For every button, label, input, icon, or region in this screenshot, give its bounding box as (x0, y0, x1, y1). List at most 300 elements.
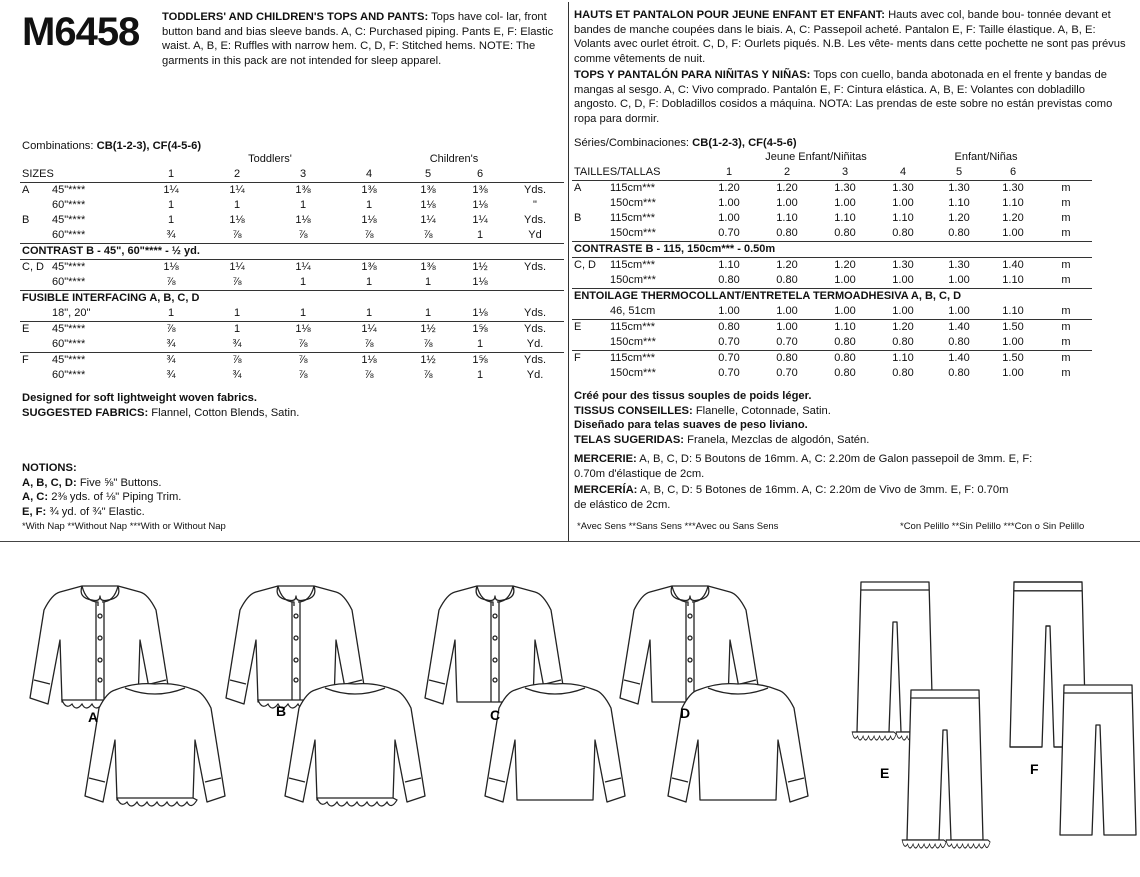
spacer (506, 167, 564, 183)
size-number: 6 (1009, 166, 1017, 178)
amount-cell: 0.80 (892, 336, 914, 348)
amount-cell: 1⅜ (454, 183, 506, 199)
amount-cell: 1 (476, 369, 484, 381)
spacer (50, 152, 138, 167)
size-number: 2 (783, 166, 791, 178)
section-row (572, 242, 1092, 258)
es-desc-line: prendas de este sobre no están previstas como ropa para dormir. (574, 98, 1113, 125)
technical-drawings (0, 560, 1140, 877)
view-label-b: B (276, 703, 287, 719)
table-row (20, 183, 564, 199)
amount-cell: 1.10 (1002, 274, 1024, 286)
amount-cell: 1⅛ (472, 276, 488, 288)
size-number: 4 (365, 168, 373, 180)
suggested-value: Flannel, Cotton Blends, Satin. (151, 406, 300, 419)
size-number: 3 (841, 166, 849, 178)
amount-cell: ⅞ (423, 338, 433, 350)
amount-cell: 1 (424, 276, 432, 288)
view-c-back (485, 684, 625, 802)
size-number: 5 (424, 168, 432, 180)
es-desc-line: frente y bandas de mangas al sesgo. A, C: Vivo comprado. Pantalón E, F: Cintura elástica. (574, 69, 1107, 96)
amount-cell: 1.00 (1002, 227, 1024, 239)
suggested-value-fr: Flanelle, Cotonnade, Satin. (695, 404, 831, 417)
table-row (572, 258, 1092, 274)
fr-desc-line: Hauts avec col, bande bou- (888, 9, 1025, 21)
view-b-back (285, 684, 425, 806)
amount-cell: 1⅛ (336, 353, 402, 369)
yardage-table-metric (572, 150, 1092, 381)
section-label: ENTOILAGE THERMOCOLLANT/ENTRETELA TERMOADHESIVA A, B, C, D (572, 289, 1092, 305)
amount-cell: 0.80 (948, 336, 970, 348)
amount-cell: ⅞ (364, 338, 374, 350)
amount-cell: 1¼ (270, 260, 336, 276)
fabric-width: 115cm*** (610, 212, 656, 224)
amount-cell: ⅞ (298, 338, 308, 350)
amount-cell: 0.80 (892, 227, 914, 239)
unit-cell: Yd. (526, 338, 544, 350)
amount-cell: 1.50 (986, 351, 1040, 367)
amount-cell: 1⅛ (420, 199, 436, 211)
amount-cell: 1⅜ (336, 260, 402, 276)
pattern-number: M6458 (22, 10, 140, 54)
fabric-width: 115cm*** (608, 351, 700, 367)
view-a-back (85, 684, 225, 806)
combinations-value: CB(1-2-3), CF(4-5-6) (96, 140, 202, 152)
amount-cell: 1 (476, 338, 484, 350)
amount-cell: ⅞ (298, 369, 308, 381)
size-group-children: Children's (429, 153, 479, 165)
amount-cell: 1.00 (892, 274, 914, 286)
amount-cell: 1.10 (892, 212, 914, 224)
fabric-width: 45"**** (52, 214, 86, 226)
amount-cell: 1.30 (932, 258, 986, 274)
size-number: 2 (233, 168, 241, 180)
table-row (572, 351, 1092, 367)
en-desc-line: lar, front button band and bias sleeve bands. A, C: Purchased piping. (162, 11, 547, 38)
notions-text-es-2: de elástico de 2cm. (574, 498, 671, 511)
notion-text: ¾ yd. of ¾" Elastic. (49, 505, 145, 518)
amount-cell: ⅞ (364, 369, 374, 381)
spacer (1040, 165, 1092, 181)
amount-cell: 1⅜ (270, 183, 336, 199)
table-row (20, 322, 564, 338)
amount-cell: 1.20 (816, 258, 874, 274)
unit-cell: m (1061, 227, 1071, 239)
en-desc-line: Pants E, F: Elastic waist. A, B, E: Ruffles with narrow hem. C, D, F: (162, 25, 554, 52)
fabric-width: 150cm*** (610, 227, 656, 239)
fabric-width: 60"**** (52, 199, 86, 211)
notions-text-fr: A, B, C, D: 5 Boutons de 16mm. A, C: 2.20m de Galon passepoil de 3mm. E, F: (639, 453, 1033, 465)
size-number-row (572, 165, 1092, 181)
amount-cell: 1.00 (834, 305, 856, 317)
section-divider (0, 541, 1140, 542)
view-e-pants-2 (902, 690, 990, 848)
amount-cell: 1⅛ (472, 307, 488, 319)
amount-cell: 1 (167, 199, 175, 211)
view-label-a: A (88, 709, 99, 725)
en-fabrics (22, 391, 299, 420)
unit-cell: m (1040, 258, 1092, 274)
view-label (20, 368, 50, 383)
view-label (572, 226, 608, 242)
amount-cell: 1¼ (138, 183, 204, 199)
sizes-label: TAILLES/TALLAS (574, 166, 661, 178)
amount-cell: 1⅛ (472, 199, 488, 211)
view-label: C, D (20, 260, 50, 276)
table-row (20, 275, 564, 291)
suggested-value-es: Franela, Mezclas de algodón, Satén. (687, 433, 870, 446)
amount-cell: 1 (299, 307, 307, 319)
suggested-label: SUGGESTED FABRICS: (22, 406, 149, 419)
amount-cell: ⅞ (423, 229, 433, 241)
section-row (572, 289, 1092, 305)
amount-cell: 1.20 (700, 181, 758, 197)
fr-heading: HAUTS ET PANTALON POUR JEUNE ENFANT ET ENFANT: (574, 9, 885, 21)
amount-cell: ¾ (138, 353, 204, 369)
fr-desc-line: ments dans cette pochette ne sont pas prévus comme vêtements de nuit. (574, 38, 1126, 65)
amount-cell: 0.70 (718, 227, 740, 239)
amount-cell: 1.10 (834, 212, 856, 224)
view-label-d: D (680, 705, 691, 721)
amount-cell: 1.00 (892, 305, 914, 317)
fabric-width: 45"**** (50, 260, 138, 276)
amount-cell: 1 (299, 276, 307, 288)
amount-cell: 0.80 (834, 336, 856, 348)
view-label-e: E (880, 765, 890, 781)
amount-cell: 1.00 (948, 274, 970, 286)
fabric-width: 45"**** (50, 353, 138, 369)
amount-cell: 1.40 (932, 351, 986, 367)
table-row (572, 320, 1092, 336)
column-divider (568, 2, 569, 542)
amount-cell: 1 (365, 199, 373, 211)
fabric-width: 115cm*** (608, 258, 700, 274)
view-label: C, D (572, 258, 608, 274)
amount-cell: 1.30 (932, 181, 986, 197)
suggested-label-fr: TISSUS CONSEILLES: (574, 404, 693, 417)
view-f-pants-2 (1060, 685, 1136, 835)
amount-cell: 1.10 (776, 212, 798, 224)
amount-cell: 1 (233, 307, 241, 319)
amount-cell: 1¼ (204, 183, 270, 199)
fabric-width: 45"**** (50, 183, 138, 199)
amount-cell: 1.30 (816, 181, 874, 197)
nap-note: *With Nap **Without Nap ***With or Without Nap (22, 521, 226, 532)
amount-cell: 0.80 (700, 320, 758, 336)
amount-cell: 0.80 (834, 227, 856, 239)
amount-cell: 1.00 (718, 197, 740, 209)
amount-cell: ¾ (232, 369, 242, 381)
view-label (20, 228, 50, 244)
table-row (572, 304, 1092, 320)
amount-cell: 1⅛ (138, 260, 204, 276)
spacer (572, 150, 608, 165)
amount-cell: 1.40 (986, 258, 1040, 274)
amount-cell: 1.00 (776, 197, 798, 209)
view-label-c: C (490, 707, 501, 723)
table-row (572, 335, 1092, 351)
amount-cell: 1.00 (834, 274, 856, 286)
amount-cell: 0.80 (718, 274, 740, 286)
amount-cell: 1 (167, 214, 175, 226)
size-group-children: Enfant/Niñas (954, 151, 1018, 163)
amount-cell: ⅞ (204, 353, 270, 369)
amount-cell: 1⅜ (336, 183, 402, 199)
amount-cell: 1 (204, 322, 270, 338)
size-group-toddlers: Jeune Enfant/Niñitas (765, 151, 867, 163)
unit-cell: " (533, 199, 537, 211)
amount-cell: 1⅛ (270, 322, 336, 338)
size-number: 1 (167, 168, 175, 180)
amount-cell: 0.80 (948, 367, 970, 379)
amount-cell: 1¼ (420, 214, 436, 226)
fabric-width: 115cm*** (608, 181, 700, 197)
table-row (20, 353, 564, 369)
en-desc-line: Stitched hems. NOTE: The garments in this pack are not intended for (162, 40, 536, 67)
fr-es-notions (574, 452, 1130, 512)
designed-for: Designed for soft lightweight woven fabrics. (22, 392, 257, 404)
amount-cell: 0.80 (816, 351, 874, 367)
unit-cell: m (1061, 305, 1071, 317)
amount-cell: 1.10 (874, 351, 932, 367)
unit-cell: Yds. (506, 353, 564, 369)
amount-cell: ⅞ (232, 229, 242, 241)
designed-for-fr: Créé pour des tissus souples de poids léger. (574, 390, 812, 402)
amount-cell: 1 (299, 199, 307, 211)
notions-label-es: MERCERÍA: (574, 484, 638, 496)
section-row (20, 291, 564, 307)
table-row (572, 226, 1092, 242)
amount-cell: 0.70 (776, 367, 798, 379)
view-d-back (668, 684, 808, 802)
amount-cell: 1.00 (1002, 367, 1024, 379)
yardage-table-imperial (20, 152, 564, 383)
amount-cell: 1.20 (1002, 212, 1024, 224)
amount-cell: 0.70 (718, 367, 740, 379)
amount-cell: 1.10 (700, 258, 758, 274)
section-label: FUSIBLE INTERFACING A, B, C, D (20, 291, 564, 307)
en-desc-line: Tops have col- (431, 11, 504, 23)
nap-note-fr: *Avec Sens **Sans Sens ***Avec ou Sans Sens (577, 521, 779, 532)
fabric-width: 60"**** (52, 338, 86, 350)
amount-cell: 1.10 (816, 320, 874, 336)
unit-cell: m (1061, 212, 1071, 224)
combinations-label: Séries/Combinaciones: (574, 137, 690, 149)
unit-cell: Yds. (523, 307, 546, 319)
view-label (572, 335, 608, 351)
fabric-width: 115cm*** (608, 320, 700, 336)
combinations-value: CB(1-2-3), CF(4-5-6) (692, 137, 797, 149)
size-number-row (20, 167, 564, 183)
amount-cell: 1 (476, 229, 484, 241)
fr-es-fabrics (574, 389, 869, 447)
view-label: F (20, 353, 50, 369)
unit-cell: Yds. (506, 322, 564, 338)
notion-text: 2⅜ yds. of ⅛" Piping Trim. (51, 491, 182, 503)
unit-cell: m (1040, 320, 1092, 336)
spacer (1040, 150, 1092, 165)
amount-cell: 1¼ (336, 322, 402, 338)
fabric-width: 60"**** (52, 369, 86, 381)
amount-cell: 0.80 (758, 351, 816, 367)
amount-cell: 1.30 (986, 181, 1040, 197)
amount-cell: 1.00 (718, 305, 740, 317)
amount-cell: 1.00 (948, 305, 970, 317)
view-label: B (574, 212, 582, 224)
amount-cell: 0.80 (776, 227, 798, 239)
view-label: A (572, 181, 608, 197)
table-row (20, 228, 564, 244)
es-desc-line: A, B, E: Volantes con dobladillo angosto. C, D, F: Dobladillos cosidos a máquina. NOTA: Las (574, 83, 1085, 110)
amount-cell: 0.80 (834, 367, 856, 379)
size-number: 6 (476, 168, 484, 180)
unit-cell: m (1061, 197, 1071, 209)
view-label (20, 198, 50, 213)
fabric-width: 150cm*** (610, 274, 656, 286)
view-label (20, 275, 50, 291)
amount-cell: 1.30 (874, 181, 932, 197)
table-row (572, 273, 1092, 289)
table-row (20, 306, 564, 322)
amount-cell: ⅞ (166, 276, 176, 288)
amount-cell: ⅞ (423, 369, 433, 381)
amount-cell: 1.20 (758, 181, 816, 197)
size-group-row (20, 152, 564, 167)
size-number: 1 (725, 166, 733, 178)
unit-cell: m (1040, 351, 1092, 367)
fabric-width: 150cm*** (610, 336, 656, 348)
amount-cell: ⅞ (298, 229, 308, 241)
fabric-width: 150cm*** (610, 367, 656, 379)
amount-cell: 1½ (402, 322, 454, 338)
fr-description (574, 8, 1126, 66)
fabric-width: 60"**** (52, 229, 86, 241)
size-number: 3 (299, 168, 307, 180)
unit-cell: Yds. (506, 260, 564, 276)
unit-cell: m (1040, 181, 1092, 197)
amount-cell: 1⅛ (361, 214, 377, 226)
amount-cell: 1½ (454, 260, 506, 276)
size-number: 4 (899, 166, 907, 178)
spacer (608, 150, 700, 165)
amount-cell: 1.00 (758, 320, 816, 336)
amount-cell: 1.00 (718, 212, 740, 224)
table-row (572, 196, 1092, 211)
unit-cell: m (1061, 336, 1071, 348)
amount-cell: 1.30 (874, 258, 932, 274)
en-notions (22, 461, 226, 535)
section-row (20, 244, 564, 260)
amount-cell: 1.00 (1002, 336, 1024, 348)
amount-cell: 1.10 (948, 197, 970, 209)
amount-cell: 1.40 (932, 320, 986, 336)
en-desc-line: sleep apparel. (370, 54, 442, 67)
view-label (20, 306, 50, 322)
notion-label: A, C: (22, 491, 49, 503)
table-row (20, 368, 564, 383)
amount-cell: 1 (365, 307, 373, 319)
section-label: CONTRASTE B - 115, 150cm*** - 0.50m (572, 242, 1092, 258)
view-label (572, 366, 608, 381)
table-row (572, 211, 1092, 226)
unit-cell: m (1061, 367, 1071, 379)
fabric-width: 18", 20" (52, 307, 91, 319)
es-heading: TOPS Y PANTALÓN PARA NIÑITAS Y NIÑAS: (574, 69, 811, 81)
notions-label-fr: MERCERIE: (574, 453, 637, 465)
amount-cell: 0.80 (776, 274, 798, 286)
amount-cell: 1 (167, 307, 175, 319)
notion-label: E, F: (22, 505, 47, 518)
amount-cell: ¾ (166, 338, 176, 350)
en-description (162, 10, 562, 68)
amount-cell: ⅞ (364, 229, 374, 241)
notion-label: A, B, C, D: (22, 476, 77, 489)
view-label (20, 337, 50, 353)
fabric-width: 150cm*** (610, 197, 656, 209)
amount-cell: 1⅜ (402, 260, 454, 276)
size-group-toddlers: Toddlers' (248, 153, 292, 165)
amount-cell: 1.20 (874, 320, 932, 336)
unit-cell: Yds. (506, 183, 564, 199)
notions-title: NOTIONS: (22, 462, 77, 474)
amount-cell: 1.00 (834, 197, 856, 209)
view-label (572, 196, 608, 211)
unit-cell: Yd (528, 229, 542, 241)
unit-cell: Yds. (523, 214, 546, 226)
view-label: F (572, 351, 608, 367)
amount-cell: 1 (424, 307, 432, 319)
amount-cell: ¾ (232, 338, 242, 350)
view-label: B (22, 214, 30, 226)
amount-cell: ⅞ (138, 322, 204, 338)
view-label: A (20, 183, 50, 199)
table-row (20, 213, 564, 228)
amount-cell: ⅞ (270, 353, 336, 369)
fr-desc-line: E, F: Taille élastique. A, B, E: Volants avec ourlet étroit. C, D, F: Ourlets piqués. N.B. Les vête- (574, 23, 1096, 50)
combinations-label: Combinations: (22, 140, 94, 152)
amount-cell: 0.80 (948, 227, 970, 239)
table-row (572, 366, 1092, 381)
size-group-row (572, 150, 1092, 165)
view-label (572, 273, 608, 289)
en-heading: TODDLERS' AND CHILDREN'S TOPS AND PANTS: (162, 11, 429, 23)
table-row (20, 260, 564, 276)
amount-cell: 1.50 (986, 320, 1040, 336)
amount-cell: 0.70 (700, 351, 758, 367)
fabric-width: 45"**** (50, 322, 138, 338)
table-row (20, 337, 564, 353)
fr-desc-line: tonnée devant et bandes de manche coupées dans le biais. A, C: Passepoil acheté. Pantalon (574, 9, 1111, 36)
designed-for-es: Diseñado para telas suaves de peso liviano. (574, 419, 808, 431)
amount-cell: ⅞ (232, 276, 242, 288)
amount-cell: ¾ (166, 229, 176, 241)
sizes-label: SIZES (22, 168, 54, 180)
nap-note-es: *Con Pelillo **Sin Pelillo ***Con o Sin Pelillo (900, 521, 1085, 532)
amount-cell: ¾ (166, 369, 176, 381)
amount-cell: 1 (233, 199, 241, 211)
view-label: E (20, 322, 50, 338)
amount-cell: 1.10 (1002, 305, 1024, 317)
amount-cell: 1.00 (776, 305, 798, 317)
suggested-label-es: TELAS SUGERIDAS: (574, 433, 685, 446)
section-label: CONTRAST B - 45", 60"**** - ½ yd. (20, 244, 564, 260)
amount-cell: 1⅛ (295, 214, 311, 226)
amount-cell: 0.70 (718, 336, 740, 348)
fabric-width: 60"**** (52, 276, 86, 288)
amount-cell: 1⅛ (229, 214, 245, 226)
unit-cell: Yd. (526, 369, 544, 381)
amount-cell: 1⅝ (454, 353, 506, 369)
